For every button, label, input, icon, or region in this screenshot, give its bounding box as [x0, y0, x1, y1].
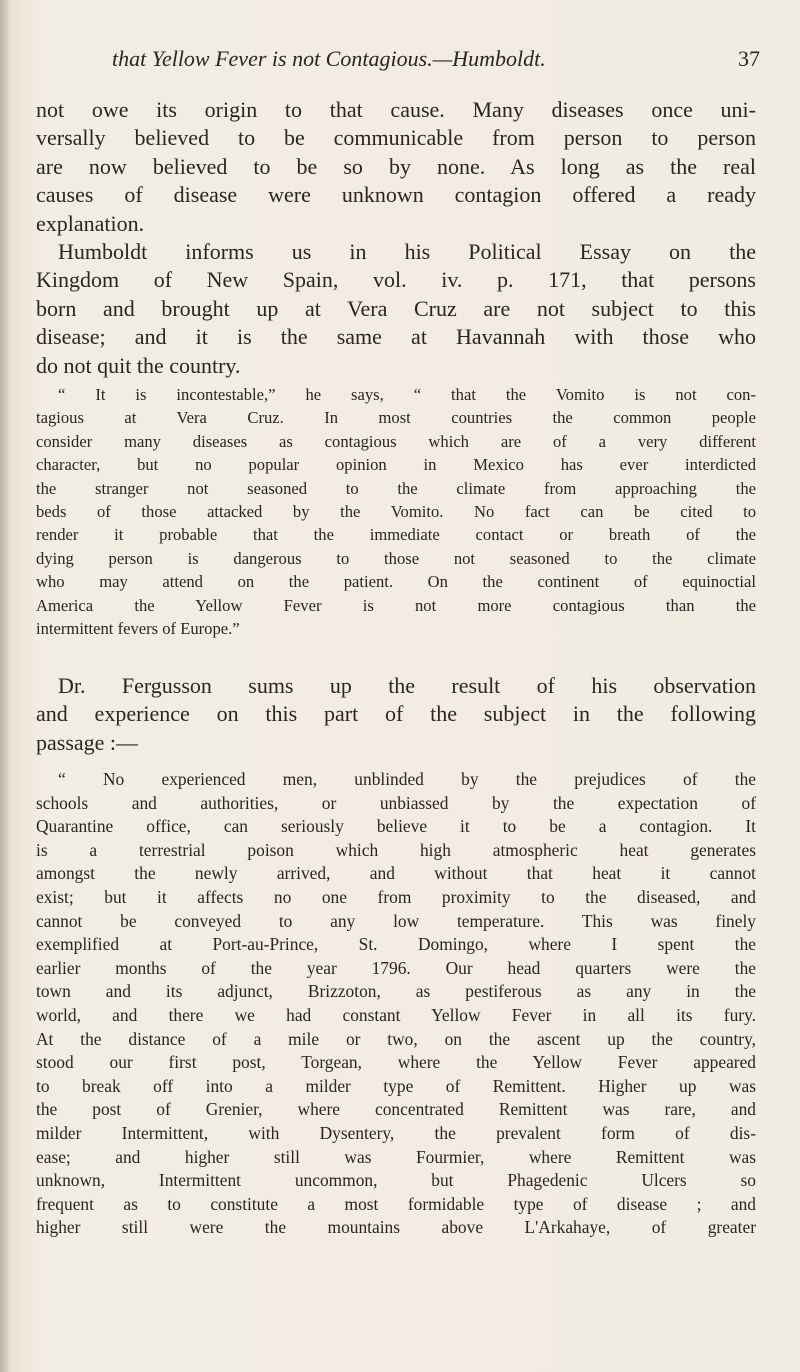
text-line: At the distance of a mile or two, on the ascent up the country, — [36, 1028, 756, 1049]
text-line: schools and authorities, or unbiassed by the expectation of — [36, 792, 756, 813]
text-line: “ It is incontestable,” he says, “ that the Vomito is not con- — [58, 385, 756, 404]
text-line: America the Yellow Fever is not more contagious than the — [36, 595, 756, 615]
text-line: dying person is dangerous to those not seasoned to the climate — [36, 548, 756, 568]
text-line: Quarantine office, can seriously believe it to be a contagion. It — [36, 816, 756, 837]
text-line: character, but no popular opinion in Mexico has ever interdicted — [36, 455, 756, 475]
text-line: ease; and higher still was Fourmier, where Remittent was — [36, 1146, 756, 1167]
text-line: disease; and it is the same at Havannah with those who — [36, 324, 756, 350]
text-line: passage :— — [36, 729, 139, 755]
text-line: and experience on this part of the subject in the following — [36, 701, 756, 727]
text-line: “ No experienced men, unblinded by the prejudices of the — [58, 769, 756, 789]
page-number: 37 — [738, 46, 760, 71]
text-line: Dr. Fergusson sums up the result of his observation — [58, 673, 756, 698]
text-line: milder Intermittent, with Dysentery, the prevalent form of dis- — [36, 1122, 756, 1143]
text-line: exemplified at Port-au-Prince, St. Domingo, where I spent the — [36, 934, 756, 955]
paragraph-1 — [36, 96, 756, 238]
text-line: consider many diseases as contagious which are of a very different — [36, 431, 756, 451]
text-line: Humboldt informs us in his Political Essay on the — [58, 239, 756, 264]
text-line: are now believed to be so by none. As long as the real — [36, 153, 756, 179]
text-line: who may attend on the patient. On the continent of equinoctial — [36, 572, 756, 592]
text-line: versally believed to be communicable from person to person — [36, 125, 756, 151]
text-line: to break off into a milder type of Remittent. Higher up was — [36, 1075, 756, 1096]
text-line: tagious at Vera Cruz. In most countries the common people — [36, 408, 756, 428]
text-line: not owe its origin to that cause. Many diseases once uni- — [36, 97, 756, 122]
paragraph-2 — [36, 238, 756, 380]
text-line: higher still were the mountains above L'Arkahaye, of greater — [36, 1217, 756, 1238]
text-line: town and its adjunct, Brizzoton, as pestiferous as any in the — [36, 981, 756, 1002]
text-line: intermittent fevers of Europe.” — [36, 619, 240, 639]
fergusson-quote — [36, 768, 756, 1240]
text-line: exist; but it affects no one from proximity to the diseased, and — [36, 886, 756, 907]
text-line: do not quit the country. — [36, 352, 241, 378]
text-line: beds of those attacked by the Vomito. No fact can be cited to — [36, 502, 756, 522]
paragraph-3 — [36, 672, 756, 757]
text-line: stood our first post, Torgean, where the Yellow Fever appeared — [36, 1052, 756, 1073]
page-header — [112, 46, 760, 76]
text-line: causes of disease were unknown contagion offered a ready — [36, 182, 756, 208]
text-line: cannot be conveyed to any low temperature. This was finely — [36, 910, 756, 931]
text-line: amongst the newly arrived, and without that heat it cannot — [36, 863, 756, 884]
text-line: Kingdom of New Spain, vol. iv. p. 171, that persons — [36, 267, 756, 293]
text-line: frequent as to constitute a most formidable type of disease ; and — [36, 1193, 756, 1214]
text-line: world, and there we had constant Yellow Fever in all its fury. — [36, 1004, 756, 1025]
text-line: earlier months of the year 1796. Our head quarters were the — [36, 957, 756, 978]
running-title: that Yellow Fever is not Contagious.—Humboldt. — [112, 46, 546, 71]
text-line: is a terrestrial poison which high atmospheric heat generates — [36, 839, 756, 860]
text-line: unknown, Intermittent uncommon, but Phagedenic Ulcers so — [36, 1170, 756, 1191]
text-line: the stranger not seasoned to the climate from approaching the — [36, 478, 756, 498]
text-line: render it probable that the immediate contact or breath of the — [36, 525, 756, 545]
text-line: the post of Grenier, where concentrated Remittent was rare, and — [36, 1099, 756, 1120]
text-line: born and brought up at Vera Cruz are not subject to this — [36, 295, 756, 321]
text-line: explanation. — [36, 210, 145, 236]
humboldt-quote — [36, 383, 756, 640]
gutter-shadow — [0, 0, 10, 1372]
